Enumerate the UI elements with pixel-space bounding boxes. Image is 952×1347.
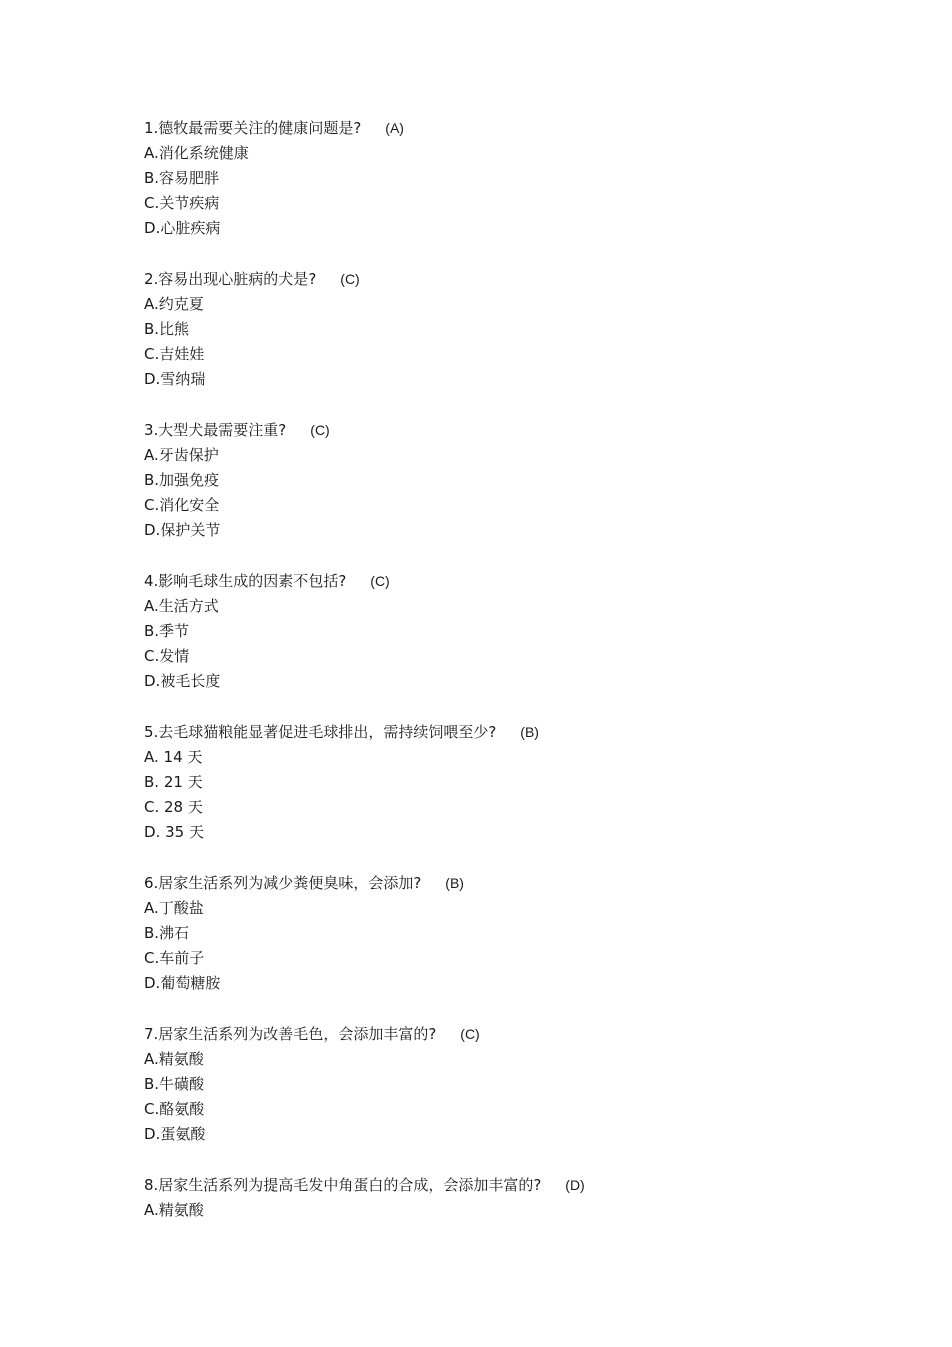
option-item: A.牙齿保护	[144, 446, 219, 464]
question-block	[144, 1173, 864, 1223]
question-block	[144, 267, 864, 392]
answer-key: (D)	[565, 1177, 585, 1193]
option-list	[144, 1047, 864, 1147]
option-item: C.酪氨酸	[144, 1100, 205, 1118]
option-list	[144, 896, 864, 996]
option-item: A.生活方式	[144, 597, 219, 615]
option-item: C.关节疾病	[144, 194, 220, 212]
option-item: A.精氨酸	[144, 1050, 204, 1068]
option-list	[144, 141, 864, 241]
question-text: 1.德牧最需要关注的健康问题是?	[144, 119, 362, 137]
question-text: 8.居家生活系列为提高毛发中角蛋白的合成，会添加丰富的?	[144, 1176, 542, 1194]
option-list	[144, 443, 864, 543]
question-text: 3.大型犬最需要注重?	[144, 421, 287, 439]
option-list	[144, 1198, 864, 1223]
option-item: B.容易肥胖	[144, 169, 220, 187]
option-item: A.约克夏	[144, 295, 204, 313]
option-item: A.丁酸盐	[144, 899, 204, 917]
answer-key: (C)	[310, 422, 330, 438]
question-block	[144, 418, 864, 543]
question-text: 4.影响毛球生成的因素不包括?	[144, 572, 347, 590]
option-item: C.消化安全	[144, 496, 220, 514]
answer-key: (A)	[385, 120, 404, 136]
question-text: 7.居家生活系列为改善毛色，会添加丰富的?	[144, 1025, 437, 1043]
answer-key: (C)	[460, 1026, 480, 1042]
question-line	[144, 116, 864, 141]
option-item: D.心脏疾病	[144, 219, 221, 237]
option-item: B.比熊	[144, 320, 190, 338]
option-item: B.牛磺酸	[144, 1075, 205, 1093]
option-item: A.消化系统健康	[144, 144, 249, 162]
question-block	[144, 569, 864, 694]
option-item: B.沸石	[144, 924, 190, 942]
option-item: C.发情	[144, 647, 190, 665]
question-line	[144, 871, 864, 896]
answer-key: (B)	[445, 875, 464, 891]
option-item: D.被毛长度	[144, 672, 221, 690]
question-line	[144, 569, 864, 594]
question-line	[144, 1173, 864, 1198]
question-line	[144, 1022, 864, 1047]
option-item: C. 28 天	[144, 798, 203, 816]
question-block	[144, 1022, 864, 1147]
option-item: D. 35 天	[144, 823, 204, 841]
option-list	[144, 292, 864, 392]
option-item: B.季节	[144, 622, 190, 640]
question-text: 2.容易出现心脏病的犬是?	[144, 270, 317, 288]
option-list	[144, 745, 864, 845]
answer-key: (B)	[520, 724, 539, 740]
answer-key: (C)	[370, 573, 390, 589]
question-text: 5.去毛球猫粮能显著促进毛球排出，需持续饲喂至少?	[144, 723, 497, 741]
option-item: B. 21 天	[144, 773, 203, 791]
question-text: 6.居家生活系列为减少粪便臭味，会添加?	[144, 874, 422, 892]
question-block	[144, 116, 864, 241]
option-item: D.保护关节	[144, 521, 221, 539]
option-item: C.车前子	[144, 949, 205, 967]
option-item: D.葡萄糖胺	[144, 974, 221, 992]
option-item: A.精氨酸	[144, 1201, 204, 1219]
question-list	[144, 116, 864, 1249]
question-line	[144, 720, 864, 745]
option-item: B.加强免疫	[144, 471, 220, 489]
option-item: A. 14 天	[144, 748, 203, 766]
option-item: D.蛋氨酸	[144, 1125, 206, 1143]
option-item: D.雪纳瑞	[144, 370, 206, 388]
question-line	[144, 418, 864, 443]
question-line	[144, 267, 864, 292]
option-item: C.吉娃娃	[144, 345, 205, 363]
answer-key: (C)	[340, 271, 360, 287]
question-block	[144, 720, 864, 845]
question-block	[144, 871, 864, 996]
option-list	[144, 594, 864, 694]
